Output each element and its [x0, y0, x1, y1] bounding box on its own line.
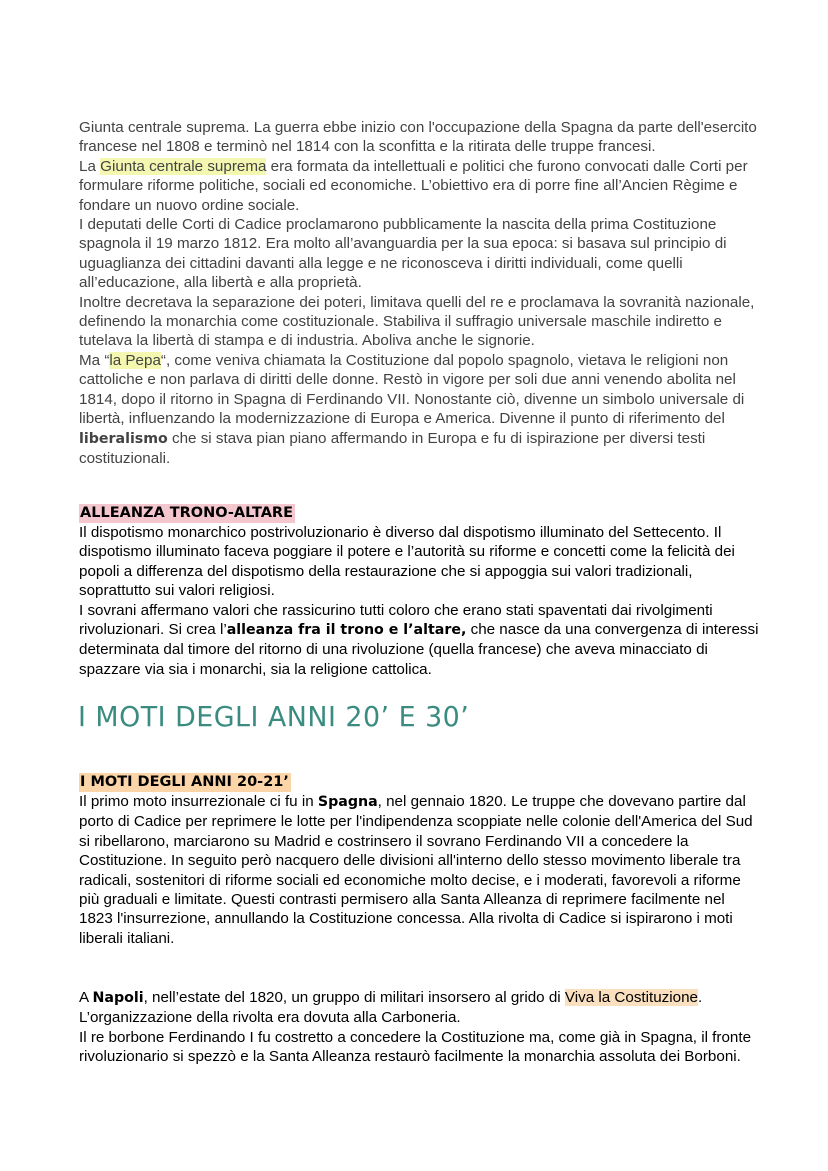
paragraph: Il re borbone Ferdinando I fu costretto a concedere la Costituzione ma, come già in Spagna, il fronte rivoluzionario si spezzò e la Santa Alleanza restaurò facilmente la monarchia assoluta dei Borboni.	[79, 1028, 752, 1066]
paragraph: I sovrani affermano valori che rassicurino tutti coloro che erano stati spaventati dai rivolgimenti rivoluzionari. Si crea l’alleanza fra il trono e l’altare, che nasce da una convergenza di interessi determinata dal timore del ritorno di una rivoluzione (quella francese) che aveva minacciato di spazzare via sia i monarchi, sia la religione cattolica.	[79, 601, 759, 678]
paragraph: La Giunta centrale suprema era formata da intellettuali e politici che furono convocati dalle Corti per formulare riforme politiche, sociali ed economiche. L’obiettivo era di porre fine all’Ancien Règime e fondare un nuovo ordine sociale.	[79, 157, 748, 214]
bold-napoli: Napoli	[92, 990, 144, 1006]
paragraph: A Napoli, nell’estate del 1820, un gruppo di militari insorsero al grido di Viva la Costituzione. L’organizzazione della rivolta era dovuta alla Carboneria.	[79, 989, 703, 1027]
paragraph: Giunta centrale suprema. La guerra ebbe inizio con l'occupazione della Spagna da parte dell'esercito francese nel 1808 e terminò nel 1814 con la sconfitta e la ritirata delle truppe francesi.	[79, 119, 757, 156]
section-napoli	[79, 988, 759, 1067]
section-heading-moti: I MOTI DEGLI ANNI 20-21’	[80, 774, 289, 790]
bold-spagna: Spagna	[317, 794, 378, 810]
section-heading-alleanza: ALLEANZA TRONO-ALTARE	[80, 505, 293, 521]
section-moti-20-21	[79, 772, 759, 948]
paragraph: Inoltre decretava la separazione dei poteri, limitava quelli del re e proclamava la sovranità nazionale, definendo la monarchia come costituzionale. Stabiliva il suffragio universale maschile indiretto e tutelava la libertà di stampa e di industria. Aboliva anche le signorie.	[79, 293, 755, 350]
section-constitution-text	[79, 118, 759, 468]
paragraph: Ma “la Pepa“, come veniva chiamata la Costituzione dal popolo spagnolo, vietava le religioni non cattoliche e non parlava di diritti delle donne. Restò in vigore per soli due anni venendo abolita nel 1814, dopo il ritorno in Spagna di Ferdinando VII. Nonostante ciò, divenne un simbolo universale di libertà, influenzando la modernizzazione di Europa e America. Divenne il punto di riferimento del liberalismo che si stava pian piano affermando in Europa e fu di ispirazione per diversi testi costituzionali.	[79, 351, 745, 467]
bold-alleanza: alleanza fra il trono e l’altare,	[226, 622, 467, 639]
paragraph: Il primo moto insurrezionale ci fu in Spagna, nel gennaio 1820. Le truppe che dovevano partire dal porto di Cadice per reprimere le lotte per l'indipendenza scoppiate nelle colonie dell'America del Sud si ribellarono, marciarono su Madrid e costrinsero il sovrano Ferdinando VII a concedere la Costituzione. In seguito però nacquero delle divisioni all'interno dello stesso movimento liberale tra radicali, sostenitori di riforme sociali ed economiche molto decise, e i moderati, favorevoli a riforme più graduali e limitate. Questi contrasti permisero alla Santa Alleanza di reprimere facilmente nel 1823 l'insurrezione, annullando la Costituzione concessa. Alla rivolta di Cadice si ispirarono i moti liberali italiani.	[79, 793, 753, 947]
highlight-giunta: Giunta centrale suprema	[100, 157, 267, 175]
highlight-la-pepa: la Pepa	[109, 351, 161, 369]
paragraph: I deputati delle Corti di Cadice proclamarono pubblicamente la nascita della prima Costituzione spagnola il 19 marzo 1812. Era molto all’avanguardia per la sua epoca: si basava sul principio di uguaglianza dei cittadini davanti alla legge e ne riconosceva i diritti individuali, come quelli all’educazione, alla libertà e alla proprietà.	[79, 216, 727, 292]
page-title: I MOTI DEGLI ANNI 20’ E 30’	[78, 700, 470, 733]
section-alleanza	[79, 503, 759, 679]
bold-liberalismo: liberalismo	[79, 430, 168, 447]
highlight-viva-la-costituzione: Viva la Costituzione	[564, 989, 698, 1006]
paragraph: Il dispotismo monarchico postrivoluzionario è diverso dal dispotismo illuminato del Settecento. Il dispotismo illuminato faceva poggiare il potere e l’autorità su riforme e concetti come la felicità dei popoli a differenza del dispotismo della restaurazione che si appoggia sui valori tradizionali, soprattutto sui valori religiosi.	[79, 524, 735, 600]
